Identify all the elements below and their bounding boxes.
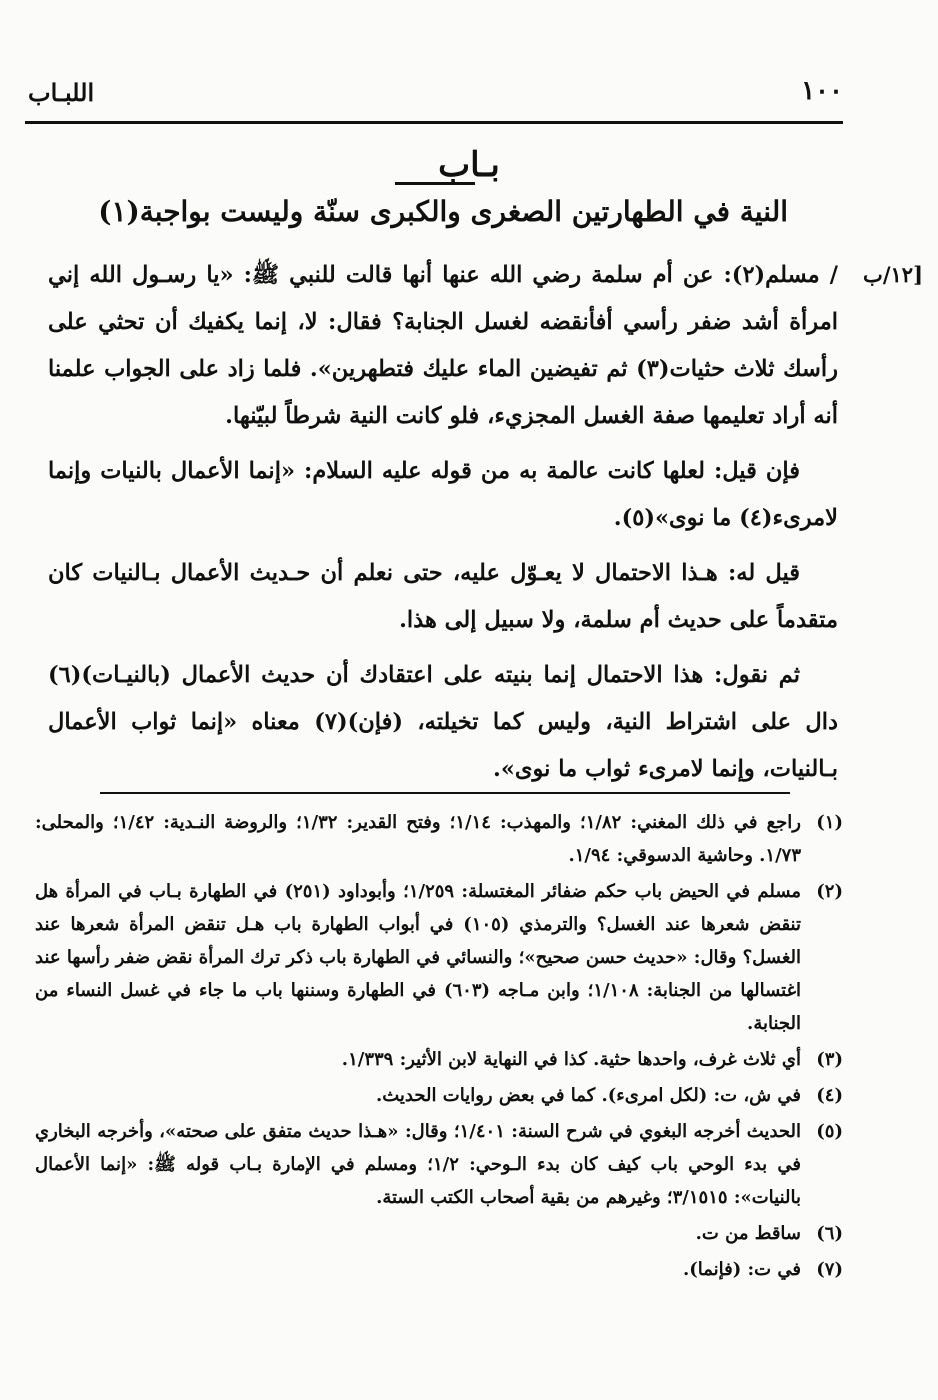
footnote bbox=[35, 806, 843, 872]
footnote bbox=[35, 1217, 843, 1250]
body-paragraph: قيل له: هـذا الاحتمال لا يعـوّل عليه، حتى نعلم أن حـديث الأعمال بـالنيات كان متقدماً على حديث أم سلمة، ولا سبيل إلى هذا. bbox=[48, 560, 838, 633]
main-body bbox=[48, 252, 838, 801]
footnote-number: (٤) bbox=[816, 1085, 843, 1106]
manuscript-folio-reference: ١٢/ب] bbox=[863, 262, 923, 287]
footnote-text: في ش، ت: (لكل امرىء). كما في بعض روايات الحديث. bbox=[375, 1085, 801, 1106]
page-number: ١٠٠ bbox=[801, 76, 843, 106]
footnote-number: (٦) bbox=[816, 1223, 843, 1244]
running-header-title: اللبـاب bbox=[28, 78, 95, 107]
body-paragraph: / مسلم(٢): عن أم سلمة رضي الله عنها أنها قالت للنبي ﷺ: «يا رسـول الله إني امرأة أشد ضفر رأسي أفأنقضه لغسل الجنابة؟ فقال: لا، إنما يكفيك أن تحثي على رأسك ثلاث حثيات(٣) ثم تفيضين الماء عليك فتطهرين». فلما زاد على الجواب علمنا أنه أراد تعليمها صفة الغسل المجزيء، فلو كانت النية شرطاً لبيّنها. bbox=[48, 262, 839, 429]
body-paragraph: ثم نقول: هذا الاحتمال إنما بنيته على اعتقادك أن حديث الأعمال (بالنيـات)(٦) دال على اشتراط النية، وليس كما تخيلته، (فإن)(٧) معناه «إنما ثواب الأعمال بـالنيات، وإنما لامرىء ثواب ما نوى». bbox=[48, 662, 838, 782]
footnote bbox=[35, 1115, 843, 1214]
footnote bbox=[35, 875, 843, 1040]
footnote-number: (٣) bbox=[816, 1049, 843, 1070]
chapter-label-underline bbox=[395, 182, 475, 185]
footnote-text: راجع في ذلك المغني: ١/٨٢؛ والمهذب: ١/١٤؛ وفتح القدير: ١/٣٢؛ والروضة النـدية: ١/٤٢؛ والمحلى: ١/٧٣. وحاشية الدسوقي: ١/٩٤. bbox=[35, 812, 801, 866]
footnote bbox=[35, 1043, 843, 1076]
footnote-number: (٢) bbox=[816, 881, 843, 902]
footnote-text: في ت: (فإنما). bbox=[682, 1259, 801, 1280]
header-divider bbox=[25, 121, 843, 124]
footnote-number: (١) bbox=[816, 812, 843, 833]
footnote-text: أي ثلاث غرف، واحدها حثية. كذا في النهاية لابن الأثير: ١/٣٣٩. bbox=[341, 1049, 801, 1070]
footnote-separator bbox=[100, 792, 790, 794]
footnote-number: (٥) bbox=[816, 1121, 843, 1142]
chapter-label: بـاب bbox=[438, 145, 500, 185]
footnote-number: (٧) bbox=[816, 1259, 843, 1280]
footnote-text: الحديث أخرجه البغوي في شرح السنة: ١/٤٠١؛ وقال: «هـذا حديث متفق على صحته»، وأخرجه البخاري في بدء الوحي باب كيف كان بدء الـوحي: ١/٢؛ ومسلم في الإمارة بـاب قوله ﷺ: «إنما الأعمال بالنيات»: ٣/١٥١٥؛ وغيرهم من بقية أصحاب الكتب الستة. bbox=[35, 1121, 801, 1208]
chapter-title: النية في الطهارتين الصغرى والكبرى سنّة وليست بواجبة(١) bbox=[98, 195, 788, 228]
footnote-text: مسلم في الحيض باب حكم ضفائر المغتسلة: ١/٢٥٩؛ وأبوداود (٢٥١) في الطهارة بـاب في المرأة هل تنقض شعرها عند الغسل؟ والترمذي (١٠٥) في أبواب الطهارة باب هـل تنقض المرأة شعرها عند الغسل؟ وقال: «حديث حسن صحيح»؛ والنسائي في الطهارة باب ذكر ترك المرأة نقض ضفر رأسها عند اغتسالها من الجنابة: ١/١٠٨؛ وابن مـاجه (٦٠٣) في الطهارة وسننها باب ما جاء في غسل النساء من الجنابة. bbox=[35, 881, 802, 1034]
footnote bbox=[35, 1079, 843, 1112]
footnote-text: ساقط من ت. bbox=[695, 1223, 801, 1244]
footnote bbox=[35, 1253, 843, 1286]
body-paragraph: فإن قيل: لعلها كانت عالمة به من قوله عليه السلام: «إنما الأعمال بالنيات وإنما لامرىء(٤) ما نوى»(٥). bbox=[48, 458, 838, 531]
footnotes-section bbox=[35, 806, 843, 1289]
